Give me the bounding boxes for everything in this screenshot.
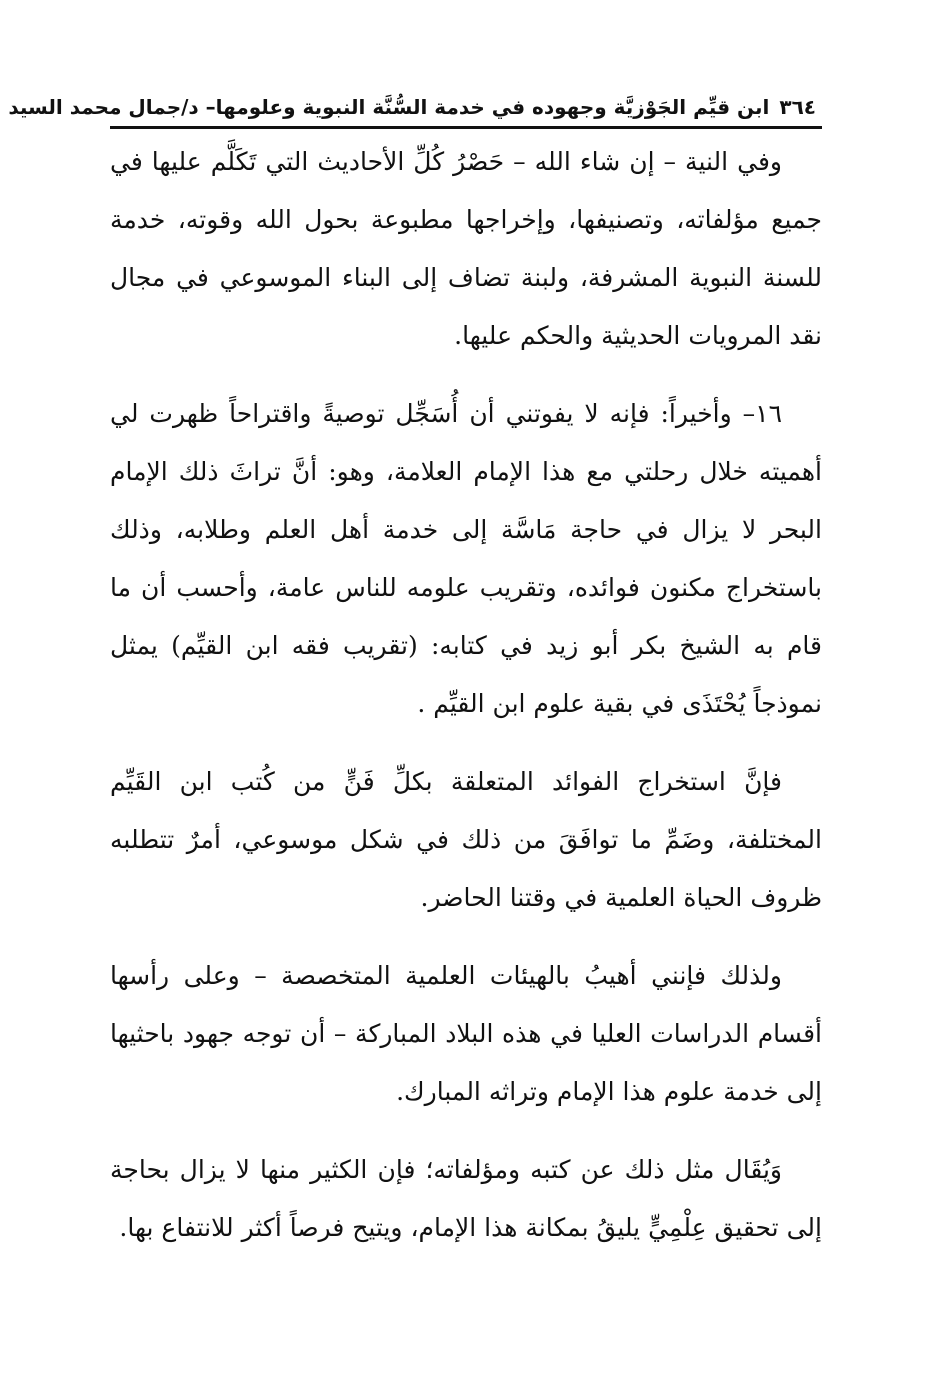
paragraph-gap	[110, 733, 822, 753]
paragraph-gap	[110, 927, 822, 947]
page-number: ٣٦٤	[779, 95, 816, 119]
running-title: ابن قيِّم الجَوْزيَّة وجهوده في خدمة السُّنَّة النبوية وعلومها– د/جمال محمد السيد	[8, 95, 770, 119]
document-page	[8, 92, 822, 1257]
header-divider	[110, 126, 822, 129]
body-text	[110, 133, 822, 1257]
paragraph: ١٦– وأخيراً: فإنه لا يفوتني أن أُسَجِّل توصيةً واقتراحاً ظهرت لي أهميته خلال رحلتي مع هذا الإمام العلامة، وهو: أنَّ تراثَ ذلك الإمام البحر لا يزال في حاجة مَاسَّة إلى خدمة أهل العلم وطلابه، وذلك باستخراج مكنون فوائده، وتقريب علومه للناس عامة، وأحسب أن ما قام به الشيخ بكر أبو زيد في كتابه: (تقريب فقه ابن القيِّم) يمثل نموذجاً يُحْتَذَى في بقية علوم ابن القيِّم .	[110, 399, 822, 718]
paragraph: ولذلك فإنني أهيبُ بالهيئات العلمية المتخصصة – وعلى رأسها أقسام الدراسات العليا في هذه البلاد المباركة – أن توجه جهود باحثيها إلى خدمة علوم هذا الإمام وتراثه المبارك.	[110, 961, 822, 1106]
paragraph: فإنَّ استخراج الفوائد المتعلقة بكلِّ فَنٍّ من كُتب ابن القَيِّم المختلفة، وضَمِّ ما توافَقَ من ذلك في شكل موسوعي، أمرٌ تتطلبه ظروف الحياة العلمية في وقتنا الحاضر.	[110, 767, 822, 912]
running-header	[8, 92, 822, 124]
paragraph: وَيُقَال مثل ذلك عن كتبه ومؤلفاته؛ فإن الكثير منها لا يزال بحاجة إلى تحقيق عِلْمِيٍّ يليقُ بمكانة هذا الإمام، ويتيح فرصاً أكثر للانتفاع بها.	[110, 1155, 822, 1242]
paragraph-gap	[110, 365, 822, 385]
paragraph: وفي النية – إن شاء الله – حَصْرُ كُلِّ الأحاديث التي تَكَلَّم عليها في جميع مؤلفاته، وتصنيفها، وإخراجها مطبوعة بحول الله وقوته، خدمة للسنة النبوية المشرفة، ولبنة تضاف إلى البناء الموسوعي في مجال نقد المرويات الحديثية والحكم عليها.	[110, 147, 822, 350]
paragraph-gap	[110, 1121, 822, 1141]
